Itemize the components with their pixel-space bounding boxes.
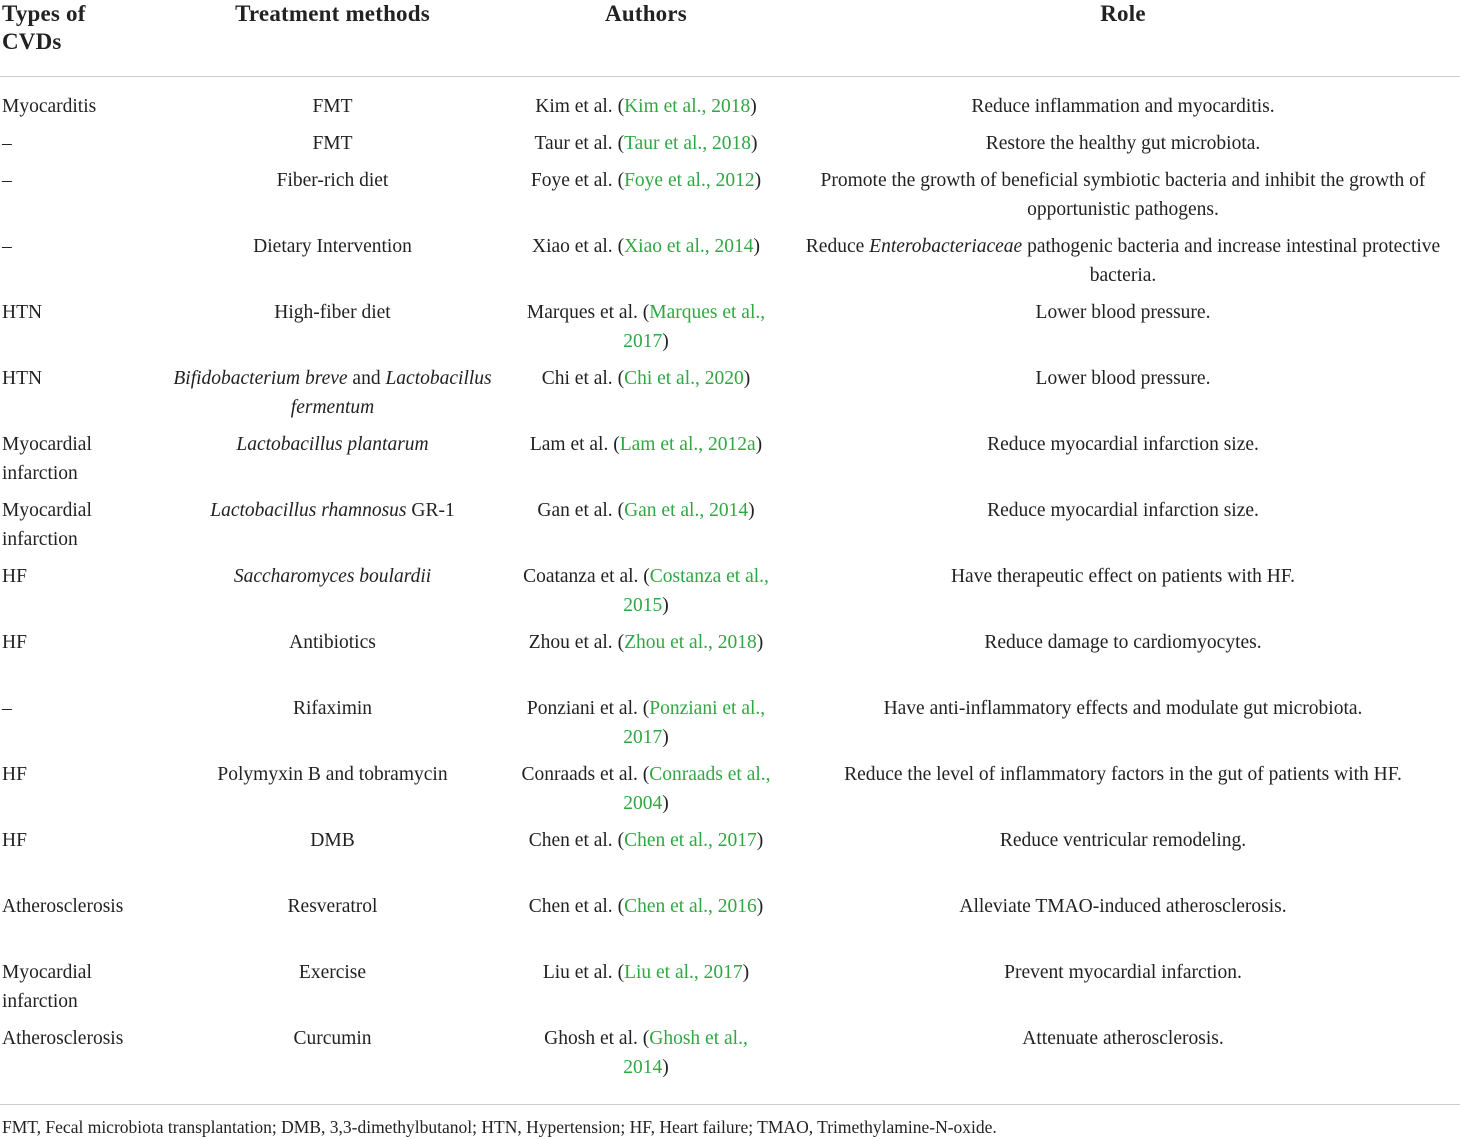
role-text: Lower blood pressure. bbox=[1035, 302, 1211, 323]
cell-authors: Ghosh et al. (Ghosh et al., 2014) bbox=[544, 1028, 748, 1078]
author-name: Coatanza et al. bbox=[523, 566, 639, 587]
cell-treatment-method bbox=[150, 365, 515, 422]
cell-treatment-method bbox=[150, 893, 515, 922]
table-row bbox=[0, 233, 1460, 299]
citation-link[interactable]: Conraads et al., 2004 bbox=[623, 764, 771, 814]
role-italic-text: Enterobacteriaceae bbox=[869, 236, 1023, 257]
cell-role bbox=[785, 959, 1460, 988]
cell-authors: Conraads et al. (Conraads et al., 2004) bbox=[521, 764, 771, 814]
role-text: Promote the growth of beneficial symbiotic bacteria and inhibit the growth of opportunistic pathogens. bbox=[820, 170, 1426, 220]
cell-cvd-type: Myocarditis bbox=[2, 96, 97, 117]
citation-link[interactable]: Marques et al., 2017 bbox=[623, 302, 766, 352]
table-row bbox=[0, 431, 1460, 497]
cell-role bbox=[785, 629, 1460, 658]
role-text: Alleviate TMAO-induced atherosclerosis. bbox=[959, 896, 1287, 917]
cell-cvd-type: – bbox=[2, 236, 12, 257]
table-row bbox=[0, 299, 1460, 365]
cell-role bbox=[785, 497, 1460, 526]
citation-link[interactable]: Gan et al., 2014 bbox=[624, 500, 749, 521]
method-text: High-fiber diet bbox=[274, 302, 391, 323]
role-text: Attenuate atherosclerosis. bbox=[1022, 1028, 1224, 1049]
citation-link[interactable]: Liu et al., 2017 bbox=[624, 962, 743, 983]
author-name: Liu et al. bbox=[542, 962, 613, 983]
method-italic-text: Saccharomyces boulardii bbox=[233, 566, 432, 587]
role-text: Reduce damage to cardiomyocytes. bbox=[984, 632, 1262, 653]
method-italic-text: Lactobacillus rhamnosus bbox=[210, 500, 407, 521]
table-row bbox=[0, 1025, 1460, 1091]
table-row bbox=[0, 365, 1460, 431]
cell-treatment-method bbox=[150, 299, 515, 328]
method-italic-text: Lactobacillus fermentum bbox=[290, 368, 492, 418]
table-row bbox=[0, 893, 1460, 959]
citation-link[interactable]: Xiao et al., 2014 bbox=[624, 236, 754, 257]
role-text: Lower blood pressure. bbox=[1035, 368, 1211, 389]
cell-role bbox=[785, 695, 1460, 724]
cell-treatment-method bbox=[150, 695, 515, 724]
author-name: Kim et al. bbox=[535, 96, 613, 117]
role-text: pathogenic bacteria and increase intestinal protective bacteria. bbox=[1022, 236, 1441, 286]
role-text: Reduce bbox=[805, 236, 870, 257]
author-name: Foye et al. bbox=[530, 170, 613, 191]
cell-authors: Lam et al. (Lam et al., 2012a) bbox=[529, 434, 763, 455]
cell-treatment-method bbox=[150, 959, 515, 988]
citation-link[interactable]: Lam et al., 2012a bbox=[619, 434, 756, 455]
author-name: Conraads et al. bbox=[521, 764, 638, 785]
table-row bbox=[0, 497, 1460, 563]
cell-treatment-method bbox=[150, 93, 515, 122]
table-row bbox=[0, 959, 1460, 1025]
cell-cvd-type: – bbox=[2, 170, 12, 191]
cell-cvd-type: – bbox=[2, 133, 12, 154]
citation-link[interactable]: Chi et al., 2020 bbox=[624, 368, 744, 389]
cell-authors: Taur et al. (Taur et al., 2018) bbox=[534, 133, 758, 154]
cell-authors: Zhou et al. (Zhou et al., 2018) bbox=[528, 632, 764, 653]
author-name: Chen et al. bbox=[528, 896, 613, 917]
method-text: Resveratrol bbox=[287, 896, 378, 917]
cell-cvd-type: – bbox=[2, 698, 12, 719]
citation-link[interactable]: Foye et al., 2012 bbox=[624, 170, 755, 191]
role-text: Have anti-inflammatory effects and modulate gut microbiota. bbox=[883, 698, 1363, 719]
citation-link[interactable]: Ghosh et al., 2014 bbox=[623, 1028, 748, 1078]
cell-cvd-type: HF bbox=[2, 566, 27, 587]
cell-authors: Coatanza et al. (Costanza et al., 2015) bbox=[523, 566, 769, 616]
cell-authors: Chen et al. (Chen et al., 2017) bbox=[528, 830, 764, 851]
cell-treatment-method bbox=[150, 431, 515, 460]
cell-treatment-method bbox=[150, 761, 515, 790]
cell-cvd-type: Atherosclerosis bbox=[2, 1028, 124, 1049]
cell-role bbox=[785, 93, 1460, 122]
cell-authors: Marques et al. (Marques et al., 2017) bbox=[526, 302, 766, 352]
author-name: Chi et al. bbox=[541, 368, 613, 389]
author-name: Taur et al. bbox=[534, 133, 613, 154]
cell-role bbox=[785, 761, 1460, 790]
method-text: Dietary Intervention bbox=[253, 236, 412, 257]
cell-cvd-type: HTN bbox=[2, 368, 43, 389]
method-italic-text: Lactobacillus plantarum bbox=[236, 434, 429, 455]
cell-authors: Gan et al. (Gan et al., 2014) bbox=[537, 500, 755, 521]
table-row bbox=[0, 563, 1460, 629]
author-name: Ghosh et al. bbox=[544, 1028, 638, 1049]
author-name: Gan et al. bbox=[537, 500, 613, 521]
cell-authors: Ponziani et al. (Ponziani et al., 2017) bbox=[526, 698, 766, 748]
table-row bbox=[0, 761, 1460, 827]
header-authors: Authors bbox=[605, 1, 687, 26]
cell-cvd-type: Myocardial infarction bbox=[2, 434, 92, 484]
cell-authors: Chi et al. (Chi et al., 2020) bbox=[541, 368, 751, 389]
cell-treatment-method bbox=[150, 629, 515, 658]
header-role: Role bbox=[1100, 1, 1146, 26]
table-body bbox=[0, 93, 1460, 1091]
table-header bbox=[0, 0, 1460, 77]
table-row bbox=[0, 695, 1460, 761]
cell-role bbox=[785, 167, 1460, 224]
author-name: Ponziani et al. bbox=[526, 698, 638, 719]
cell-treatment-method bbox=[150, 233, 515, 262]
header-treatment-methods: Treatment methods bbox=[235, 1, 430, 26]
cell-role bbox=[785, 827, 1460, 856]
cell-treatment-method bbox=[150, 497, 515, 526]
citation-link[interactable]: Ponziani et al., 2017 bbox=[623, 698, 766, 748]
cell-role bbox=[785, 365, 1460, 394]
citation-link[interactable]: Chen et al., 2017 bbox=[624, 830, 757, 851]
method-text: FMT bbox=[312, 133, 353, 154]
citation-link[interactable]: Zhou et al., 2018 bbox=[624, 632, 757, 653]
cell-treatment-method bbox=[150, 130, 515, 159]
role-text: Reduce myocardial infarction size. bbox=[987, 500, 1259, 521]
cell-authors: Kim et al. (Kim et al., 2018) bbox=[535, 96, 757, 117]
cell-authors: Xiao et al. (Xiao et al., 2014) bbox=[532, 236, 760, 257]
cell-role bbox=[785, 431, 1460, 460]
cell-cvd-type: HF bbox=[2, 764, 27, 785]
method-text: Exercise bbox=[298, 962, 367, 983]
footnote-text: FMT, Fecal microbiota transplantation; DMB, 3,3-dimethylbutanol; HTN, Hypertension; HF, Heart failure; TMAO, Trimethylamine-N-oxide. bbox=[2, 1117, 997, 1137]
role-text: Reduce ventricular remodeling. bbox=[999, 830, 1247, 851]
citation-link[interactable]: Chen et al., 2016 bbox=[624, 896, 757, 917]
cell-cvd-type: HF bbox=[2, 830, 27, 851]
cell-authors: Liu et al. (Liu et al., 2017) bbox=[542, 962, 750, 983]
author-name: Lam et al. bbox=[529, 434, 609, 455]
method-text: Curcumin bbox=[293, 1028, 372, 1049]
role-text: Reduce inflammation and myocarditis. bbox=[971, 96, 1275, 117]
table-row bbox=[0, 130, 1460, 167]
author-name: Chen et al. bbox=[528, 830, 613, 851]
citation-link[interactable]: Taur et al., 2018 bbox=[624, 133, 752, 154]
author-name: Marques et al. bbox=[526, 302, 638, 323]
role-text: Have therapeutic effect on patients with HF. bbox=[950, 566, 1296, 587]
author-name: Xiao et al. bbox=[532, 236, 613, 257]
method-text: GR-1 bbox=[406, 500, 455, 521]
role-text: Restore the healthy gut microbiota. bbox=[985, 133, 1261, 154]
cell-treatment-method bbox=[150, 827, 515, 856]
method-text: Rifaximin bbox=[292, 698, 373, 719]
table-row bbox=[0, 167, 1460, 233]
cell-cvd-type: HF bbox=[2, 632, 27, 653]
citation-link[interactable]: Costanza et al., 2015 bbox=[623, 566, 769, 616]
method-text: DMB bbox=[310, 830, 355, 851]
role-text: Reduce myocardial infarction size. bbox=[987, 434, 1259, 455]
cell-cvd-type: Myocardial infarction bbox=[2, 962, 92, 1012]
cell-role bbox=[785, 233, 1460, 290]
method-text: Antibiotics bbox=[289, 632, 376, 653]
cell-role bbox=[785, 563, 1460, 592]
cell-cvd-type: Myocardial infarction bbox=[2, 500, 92, 550]
citation-link[interactable]: Kim et al., 2018 bbox=[624, 96, 751, 117]
method-text: FMT bbox=[312, 96, 353, 117]
cell-authors: Foye et al. (Foye et al., 2012) bbox=[530, 170, 762, 191]
cell-role bbox=[785, 130, 1460, 159]
table-row bbox=[0, 827, 1460, 893]
table-footnote bbox=[0, 1104, 1460, 1139]
cell-treatment-method bbox=[150, 1025, 515, 1054]
author-name: Zhou et al. bbox=[528, 632, 613, 653]
header-types-of-cvds: Types of CVDs bbox=[2, 1, 86, 54]
method-text: and bbox=[347, 368, 386, 389]
table-row bbox=[0, 93, 1460, 130]
cell-authors: Chen et al. (Chen et al., 2016) bbox=[528, 896, 764, 917]
cell-role bbox=[785, 893, 1460, 922]
table-row bbox=[0, 629, 1460, 695]
cell-cvd-type: Atherosclerosis bbox=[2, 896, 124, 917]
cell-role bbox=[785, 299, 1460, 328]
method-italic-text: Bifidobacterium breve bbox=[173, 368, 348, 389]
cell-treatment-method bbox=[150, 563, 515, 592]
cell-role bbox=[785, 1025, 1460, 1054]
role-text: Prevent myocardial infarction. bbox=[1004, 962, 1242, 983]
cell-treatment-method bbox=[150, 167, 515, 196]
method-text: Polymyxin B and tobramycin bbox=[217, 764, 448, 785]
role-text: Reduce the level of inflammatory factors in the gut of patients with HF. bbox=[844, 764, 1402, 785]
method-text: Fiber-rich diet bbox=[276, 170, 389, 191]
cell-cvd-type: HTN bbox=[2, 302, 43, 323]
